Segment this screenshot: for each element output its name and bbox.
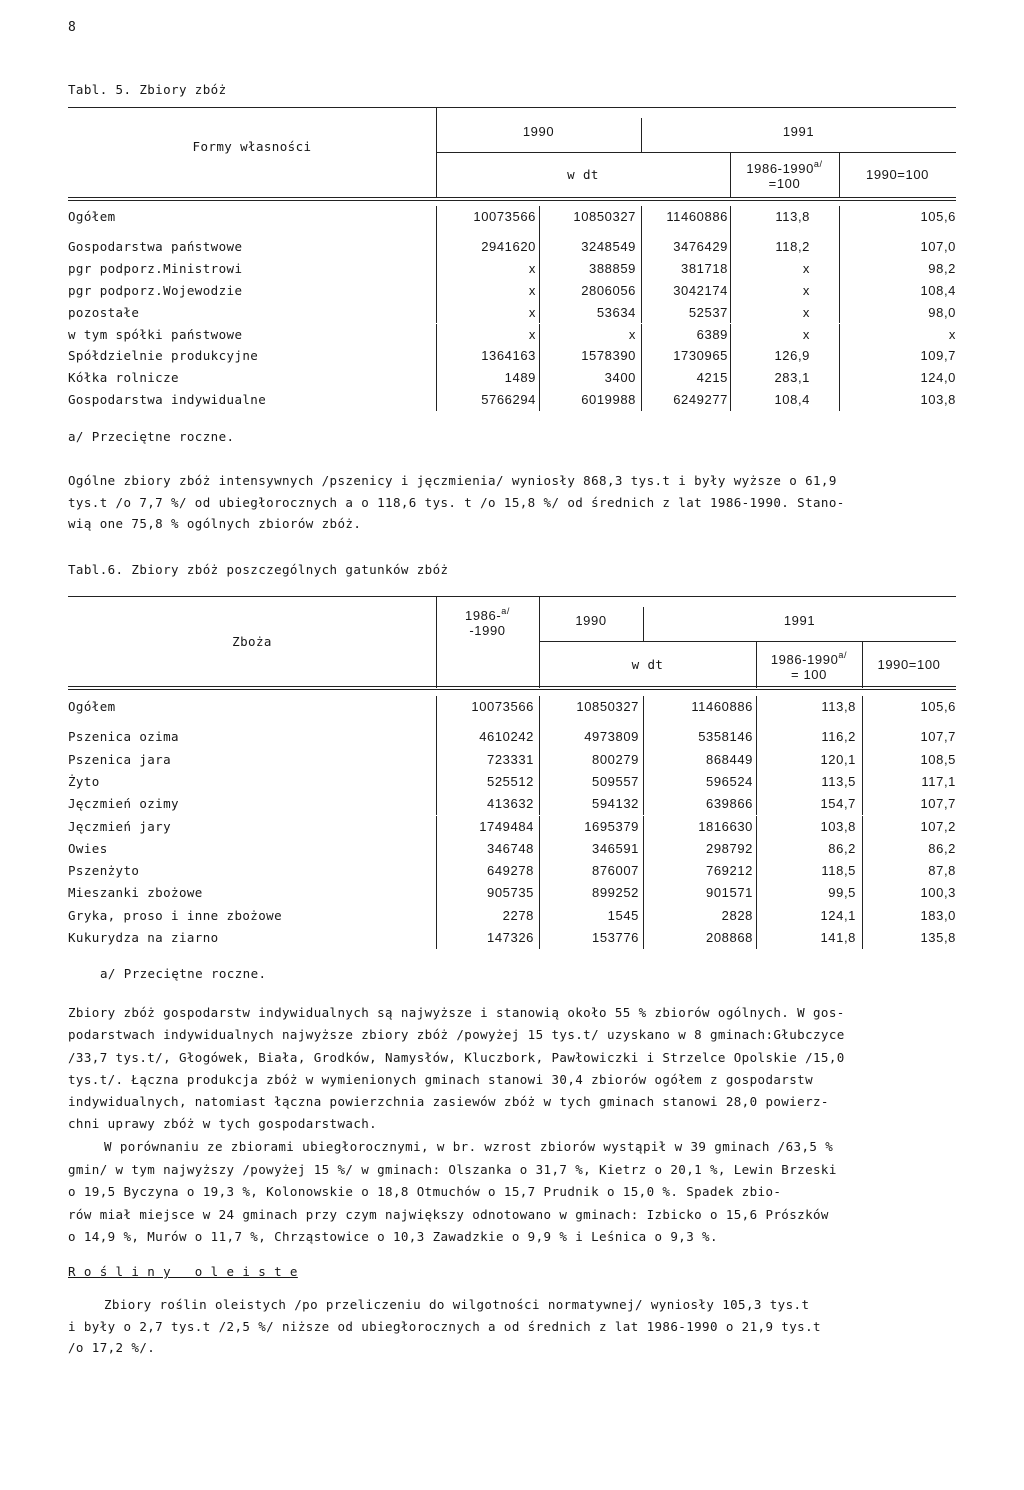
- cell-1991: 1730965: [673, 348, 728, 364]
- column-rule: [539, 302, 540, 324]
- cell-index-avg: x: [802, 326, 810, 342]
- column-rule: [436, 816, 437, 838]
- cell-1990: 876007: [592, 863, 639, 879]
- cell-index-avg: 86,2: [828, 840, 856, 856]
- column-rule: [862, 927, 863, 949]
- column-rule: [539, 749, 540, 771]
- table5-year-1991-header: 1991: [782, 124, 815, 139]
- cell-index-1990: 109,7: [920, 348, 956, 364]
- column-rule: [839, 258, 840, 280]
- row-label: w tym spółki państwowe: [68, 326, 243, 342]
- cell-1990: 800279: [592, 751, 639, 767]
- cell-1991: 3476429: [673, 238, 728, 254]
- column-rule: [730, 206, 731, 236]
- column-rule: [539, 389, 540, 411]
- row-label: Owies: [68, 840, 108, 856]
- cell-1990: 4973809: [584, 729, 639, 745]
- column-rule: [643, 838, 644, 860]
- column-rule: [643, 860, 644, 882]
- column-rule: [643, 927, 644, 949]
- column-rule: [539, 927, 540, 949]
- row-label: Kukurydza na ziarno: [68, 930, 219, 945]
- table6-avg-index-header: $1986-1990^{a/}$ = 100: [770, 650, 848, 682]
- cell-avg: 4610242: [479, 729, 534, 745]
- column-rule: [436, 860, 437, 882]
- cell-1991: 3042174: [673, 282, 728, 298]
- column-rule: [436, 838, 437, 860]
- row-label: pgr podporz.Ministrowi: [68, 260, 243, 276]
- column-rule: [730, 345, 731, 367]
- column-rule: [539, 838, 540, 860]
- cell-index-avg: 118,2: [775, 238, 810, 254]
- column-rule: [862, 726, 863, 748]
- cell-index-1990: 87,8: [928, 863, 956, 879]
- column-rule: [539, 280, 540, 302]
- cell-index-avg: 113,8: [821, 699, 856, 714]
- table6-avg-header: 1986-$^{a/}$ -1990: [465, 606, 510, 638]
- column-rule: [436, 206, 437, 236]
- cell-1990: 1545: [607, 907, 639, 923]
- cell-1991: 4215: [696, 370, 728, 386]
- column-rule: [641, 258, 642, 280]
- cell-avg: x: [528, 282, 536, 298]
- column-rule: [641, 389, 642, 411]
- cell-1990: 388859: [589, 260, 636, 276]
- column-rule: [839, 206, 840, 236]
- row-label: pgr podporz.Wojewodzie: [68, 282, 243, 298]
- column-rule: [862, 749, 863, 771]
- column-rule: [756, 726, 757, 748]
- cell-1991: 2828: [721, 907, 753, 923]
- cell-1990: 509557: [592, 773, 639, 789]
- column-rule: [643, 905, 644, 927]
- cell-index-1990: 105,6: [920, 209, 956, 224]
- row-label: Ogółem: [68, 699, 116, 714]
- table6-col-label-header: Zboża: [232, 634, 272, 649]
- cell-index-avg: x: [802, 304, 810, 320]
- column-rule: [756, 860, 757, 882]
- cell-avg: 147326: [487, 930, 534, 945]
- cell-1990: 1695379: [584, 818, 639, 834]
- row-label: Pszenica ozima: [68, 729, 179, 745]
- column-rule: [539, 324, 540, 346]
- cell-1991: 11460886: [666, 209, 728, 224]
- column-rule: [436, 927, 437, 949]
- column-rule: [839, 367, 840, 389]
- column-rule: [436, 793, 437, 815]
- cell-1991: 6249277: [673, 392, 728, 408]
- column-rule: [436, 726, 437, 748]
- column-rule: [730, 236, 731, 258]
- cell-index-avg: 141,8: [820, 930, 856, 945]
- cell-index-avg: 154,7: [820, 796, 856, 812]
- column-rule: [643, 793, 644, 815]
- cell-1991: 298792: [706, 840, 753, 856]
- paragraph-individual-farms: Zbiory zbóż gospodarstw indywidualnych są najwyższe i stanowią około 55 % zbiorów ogólnych. W gos- podarstwach indywidualnych najwyższe zbiory zbóż /powyżej 15 tys.t/ uzyskano w 8 gminach:Głubczyce /33,7 tys.t/, Głogówek, Biała, Grodków, Namysłów, Kluczbork, Pawłowiczki i Strzelce Opolskie /15,0 tys.t/. Łączna produkcja zbóż w wymienionych gminach stanowi 30,4 zbiorów ogółem z gospodarstw indywidualnych, natomiast łączna powierzchnia zasiewów zbóż w tych gminach stanowi 28,0 powierz- chni uprawy zbóż w tych gospodarstwach.: [68, 1005, 845, 1132]
- row-label: Gospodarstwa indywidualne: [68, 392, 267, 408]
- cell-1991: 596524: [706, 773, 753, 789]
- column-rule: [643, 696, 644, 726]
- column-rule: [756, 793, 757, 815]
- cell-avg: x: [528, 260, 536, 276]
- row-label: Żyto: [68, 773, 100, 789]
- cell-1990: 3400: [604, 370, 636, 386]
- column-rule: [436, 280, 437, 302]
- column-rule: [436, 882, 437, 904]
- column-rule: [436, 236, 437, 258]
- cell-1990: x: [628, 326, 636, 342]
- cell-1991: 5358146: [698, 729, 753, 745]
- cell-1990: 594132: [592, 796, 639, 812]
- column-rule: [539, 696, 540, 726]
- table6-1990-index-header: 1990=100: [877, 657, 941, 672]
- column-rule: [730, 302, 731, 324]
- table5-year-1990-header: 1990: [522, 124, 555, 139]
- cell-1990: 346591: [592, 840, 639, 856]
- cell-index-1990: 105,6: [920, 699, 956, 714]
- column-rule: [436, 749, 437, 771]
- cell-avg: 346748: [487, 840, 534, 856]
- cell-index-1990: 107,7: [920, 729, 956, 745]
- column-rule: [641, 302, 642, 324]
- column-rule: [539, 726, 540, 748]
- column-rule: [643, 771, 644, 793]
- column-rule: [641, 324, 642, 346]
- column-rule: [839, 236, 840, 258]
- section-heading-oilseeds: R o ś l i n y o l e i s t e: [68, 1264, 298, 1279]
- column-rule: [539, 258, 540, 280]
- column-rule: [643, 726, 644, 748]
- column-rule: [539, 816, 540, 838]
- column-rule: [839, 345, 840, 367]
- cell-avg: x: [528, 304, 536, 320]
- cell-index-1990: 108,5: [920, 751, 956, 767]
- cell-1990: 10850327: [576, 699, 639, 714]
- column-rule: [436, 345, 437, 367]
- cell-index-1990: 98,0: [928, 304, 956, 320]
- cell-1991: 639866: [706, 796, 753, 812]
- cell-1991: 52537: [688, 304, 728, 320]
- cell-avg: 905735: [487, 885, 534, 901]
- column-rule: [862, 905, 863, 927]
- cell-avg: 5766294: [481, 392, 536, 408]
- cell-index-1990: 124,0: [920, 370, 956, 386]
- cell-avg: x: [528, 326, 536, 342]
- cell-avg: 2278: [502, 907, 534, 923]
- row-label: Pszenica jara: [68, 751, 172, 767]
- table5-1990-index-header: 1990=100: [865, 167, 929, 182]
- column-rule: [862, 816, 863, 838]
- table5-title: Tabl. 5. Zbiory zbóż: [68, 82, 227, 97]
- cell-1991: 208868: [706, 930, 753, 945]
- column-rule: [730, 324, 731, 346]
- column-rule: [839, 302, 840, 324]
- table6-title: Tabl.6. Zbiory zbóż poszczególnych gatunków zbóż: [68, 562, 449, 577]
- table6-year-1991-header: 1991: [783, 613, 816, 628]
- cell-1991: 11460886: [691, 699, 753, 714]
- column-rule: [756, 882, 757, 904]
- table6-unit-header: w dt: [631, 657, 664, 672]
- column-rule: [643, 816, 644, 838]
- cell-index-avg: x: [802, 282, 810, 298]
- column-rule: [436, 389, 437, 411]
- column-rule: [641, 345, 642, 367]
- row-label: Pszenżyto: [68, 863, 140, 879]
- column-rule: [730, 389, 731, 411]
- table5-col-label-header: Formy własności: [192, 139, 312, 154]
- cell-1990: 2806056: [581, 282, 636, 298]
- row-label: Jęczmień ozimy: [68, 796, 179, 812]
- column-rule: [839, 389, 840, 411]
- column-rule: [539, 206, 540, 236]
- cell-index-avg: 99,5: [828, 885, 856, 901]
- cell-index-1990: 107,0: [920, 238, 956, 254]
- row-label: Mieszanki zbożowe: [68, 885, 203, 901]
- column-rule: [756, 749, 757, 771]
- column-rule: [539, 345, 540, 367]
- column-rule: [730, 280, 731, 302]
- cell-1991: 868449: [706, 751, 753, 767]
- cell-index-1990: 86,2: [928, 840, 956, 856]
- cell-1990: 899252: [592, 885, 639, 901]
- column-rule: [862, 696, 863, 726]
- cell-1991: 381718: [681, 260, 728, 276]
- column-rule: [641, 367, 642, 389]
- cell-avg: 1749484: [479, 818, 534, 834]
- cell-index-1990: 135,8: [920, 930, 956, 945]
- cell-index-1990: 117,1: [921, 773, 956, 789]
- cell-index-avg: 108,4: [774, 392, 810, 408]
- cell-1990: 10850327: [573, 209, 636, 224]
- cell-1990: 53634: [596, 304, 636, 320]
- column-rule: [641, 206, 642, 236]
- row-label: Spółdzielnie produkcyjne: [68, 348, 259, 364]
- column-rule: [436, 696, 437, 726]
- cell-1990: 3248549: [581, 238, 636, 254]
- cell-index-avg: 283,1: [774, 370, 810, 386]
- cell-1991: 901571: [706, 885, 753, 901]
- column-rule: [756, 816, 757, 838]
- table5-unit-header: w dt: [567, 167, 599, 182]
- cell-avg: 1364163: [481, 348, 536, 364]
- row-label: pozostałe: [68, 304, 140, 320]
- row-label: Jęczmień jary: [68, 818, 172, 834]
- cell-index-1990: 107,7: [920, 796, 956, 812]
- cell-index-1990: 103,8: [920, 392, 956, 408]
- column-rule: [436, 302, 437, 324]
- cell-avg: 2941620: [481, 238, 536, 254]
- column-rule: [862, 860, 863, 882]
- column-rule: [862, 838, 863, 860]
- paragraph-intensive-cereals: Ogólne zbiory zbóż intensywnych /pszenicy i jęczmienia/ wyniosły 868,3 tys.t i były wyższe o 61,9 tys.t /o 7,7 %/ od ubiegłorocznych a o 118,6 tys. t /o 15,8 %/ od średnich z lat 1986-1990. Stano- wią one 75,8 % ogólnych zbiorów zbóż.: [68, 473, 845, 532]
- column-rule: [730, 367, 731, 389]
- column-rule: [539, 236, 540, 258]
- paragraph-oilseeds: Zbiory roślin oleistych /po przeliczeniu do wilgotności normatywnej/ wyniosły 105,3 tys.t i były o 2,7 tys.t /2,5 %/ niższe od ubiegłorocznych a od średnich z lat 1986-1990 o 21,9 tys.t /o 17,2 %/.: [68, 1297, 821, 1356]
- cell-index-avg: x: [802, 260, 810, 276]
- cell-1991: 6389: [696, 326, 728, 342]
- cell-index-1990: 100,3: [920, 885, 956, 901]
- column-rule: [756, 927, 757, 949]
- row-label: Kółka rolnicze: [68, 370, 179, 386]
- column-rule: [539, 905, 540, 927]
- cell-index-avg: 118,5: [821, 863, 856, 879]
- column-rule: [862, 793, 863, 815]
- cell-1991: 769212: [706, 863, 753, 879]
- cell-1990: 153776: [592, 930, 639, 945]
- cell-avg: 413632: [487, 796, 534, 812]
- cell-index-avg: 124,1: [820, 907, 856, 923]
- column-rule: [641, 236, 642, 258]
- column-rule: [436, 258, 437, 280]
- cell-1990: 1578390: [581, 348, 636, 364]
- column-rule: [641, 280, 642, 302]
- cell-avg: 649278: [487, 863, 534, 879]
- cell-index-avg: 116,2: [821, 729, 856, 745]
- row-label: Ogółem: [68, 209, 116, 224]
- column-rule: [643, 749, 644, 771]
- cell-avg: 723331: [487, 751, 534, 767]
- page-number: 8: [68, 20, 77, 35]
- row-label: Gospodarstwa państwowe: [68, 238, 243, 254]
- cell-index-avg: 113,5: [821, 773, 856, 789]
- table5-avg-index-header: $1986-1990^{a/}$ =100: [746, 159, 823, 191]
- cell-index-1990: x: [948, 326, 956, 342]
- table6-year-1990-header: 1990: [575, 613, 607, 628]
- cell-index-avg: 120,1: [820, 751, 856, 767]
- cell-1991: 1816630: [698, 818, 753, 834]
- column-rule: [436, 771, 437, 793]
- column-rule: [539, 793, 540, 815]
- cell-index-1990: 98,2: [928, 260, 956, 276]
- column-rule: [436, 905, 437, 927]
- column-rule: [756, 696, 757, 726]
- table5-footnote: a/ Przeciętne roczne.: [68, 429, 235, 444]
- cell-index-avg: 103,8: [820, 818, 856, 834]
- column-rule: [436, 324, 437, 346]
- row-label: Gryka, proso i inne zbożowe: [68, 907, 282, 923]
- column-rule: [756, 838, 757, 860]
- column-rule: [839, 324, 840, 346]
- column-rule: [862, 771, 863, 793]
- cell-avg: 1489: [504, 370, 536, 386]
- column-rule: [539, 367, 540, 389]
- column-rule: [436, 367, 437, 389]
- cell-avg: 10073566: [473, 209, 536, 224]
- column-rule: [839, 280, 840, 302]
- column-rule: [756, 771, 757, 793]
- column-rule: [862, 882, 863, 904]
- column-rule: [643, 882, 644, 904]
- cell-index-avg: 126,9: [774, 348, 810, 364]
- column-rule: [539, 771, 540, 793]
- column-rule: [756, 905, 757, 927]
- cell-avg: 525512: [487, 773, 534, 789]
- cell-1990: 6019988: [581, 392, 636, 408]
- cell-index-avg: 113,8: [775, 209, 810, 224]
- column-rule: [730, 258, 731, 280]
- column-rule: [539, 882, 540, 904]
- cell-index-1990: 108,4: [920, 282, 956, 298]
- paragraph-comparison: W porównaniu ze zbiorami ubiegłorocznymi, w br. wzrost zbiorów wystąpił w 39 gminach /63,5 % gmin/ w tym najwyższy /powyżej 15 %/ w gminach: Olszanka o 31,7 %, Kietrz o 20,1 %, Lewin Brzeski o 19,5 Byczyna o 19,3 %, Kolonowskie o 18,8 Otmuchów o 15,7 Prudnik o 15,0 %. Spadek zbio- rów miał miejsce w 24 gminach przy czym największy odnotowano w gminach: Izbicko o 15,6 Prószków o 14,9 %, Murów o 11,7 %, Chrząstowice o 10,3 Zawadzkie o 9,9 % i Leśnica o 9,3 %.: [68, 1139, 837, 1244]
- cell-avg: 10073566: [471, 699, 534, 714]
- cell-index-1990: 107,2: [920, 818, 956, 834]
- column-rule: [539, 860, 540, 882]
- table6-footnote: a/ Przeciętne roczne.: [100, 966, 267, 981]
- cell-index-1990: 183,0: [920, 907, 956, 923]
